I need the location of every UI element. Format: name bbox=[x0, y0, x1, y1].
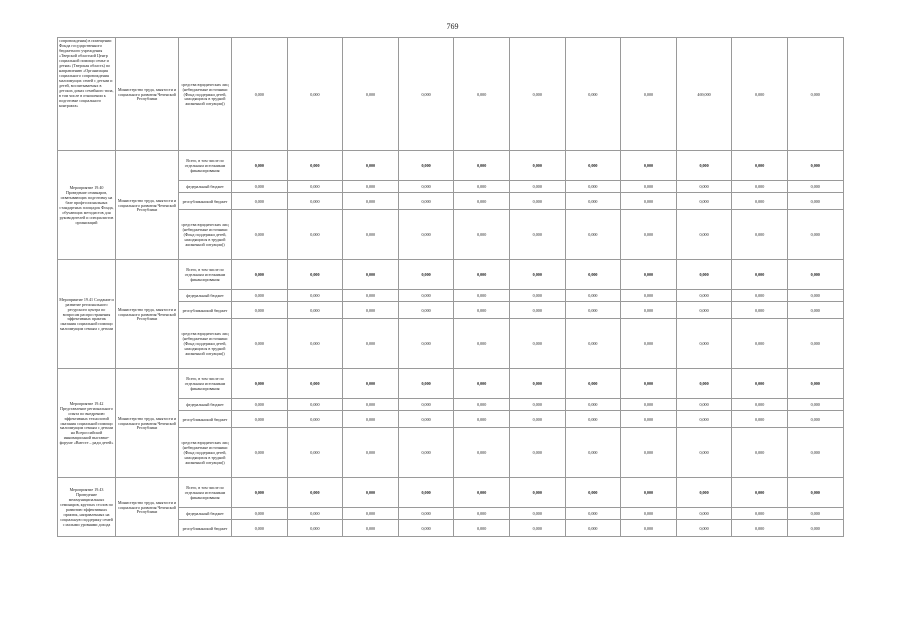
amount-cell: 0,000 bbox=[676, 520, 732, 537]
amount-cell: 0,000 bbox=[621, 520, 677, 537]
amount-cell: 0,000 bbox=[454, 369, 510, 399]
amount-cell: 0,000 bbox=[232, 520, 288, 537]
amount-cell: 0,000 bbox=[232, 508, 288, 520]
table-row bbox=[58, 38, 844, 151]
amount-cell: 0,000 bbox=[565, 428, 621, 478]
amount-cell: 0,000 bbox=[676, 319, 732, 369]
amount-cell: 0,000 bbox=[565, 302, 621, 319]
amount-cell: 0,000 bbox=[287, 520, 343, 537]
amount-cell: 0,000 bbox=[398, 181, 454, 193]
funding-source: республиканский бюджет bbox=[179, 193, 232, 210]
funding-source: республиканский бюджет bbox=[179, 520, 232, 537]
amount-cell: 0,000 bbox=[732, 399, 788, 411]
amount-cell: 0,000 bbox=[454, 151, 510, 181]
executor-cell: Министерство труда, занятости и социального развития Чеченской Республики bbox=[116, 38, 179, 151]
amount-cell: 0,000 bbox=[398, 319, 454, 369]
amount-cell: 0,000 bbox=[232, 369, 288, 399]
amount-cell: 0,000 bbox=[676, 151, 732, 181]
amount-cell: 0,000 bbox=[621, 290, 677, 302]
amount-cell: 0,000 bbox=[787, 369, 843, 399]
amount-cell: 0,000 bbox=[343, 193, 399, 210]
amount-cell: 0,000 bbox=[232, 319, 288, 369]
amount-cell: 0,000 bbox=[509, 369, 565, 399]
amount-cell: 0,000 bbox=[343, 399, 399, 411]
amount-cell: 0,000 bbox=[565, 210, 621, 260]
funding-source: средства юридических лиц (небюджетные источники (Фонд поддержки детей, находящихся в трудной жизненной ситуации)) bbox=[179, 210, 232, 260]
executor-cell: Министерство труда, занятости и социального развития Чеченской Республики bbox=[116, 260, 179, 369]
table-row bbox=[58, 151, 844, 181]
amount-cell: 0,000 bbox=[398, 210, 454, 260]
table-row bbox=[58, 478, 844, 508]
amount-cell: 0,000 bbox=[287, 478, 343, 508]
amount-cell: 0,000 bbox=[621, 319, 677, 369]
amount-cell: 0,000 bbox=[787, 193, 843, 210]
amount-cell: 0,000 bbox=[232, 151, 288, 181]
amount-cell: 0,000 bbox=[621, 411, 677, 428]
amount-cell: 0,000 bbox=[732, 210, 788, 260]
amount-cell: 0,000 bbox=[621, 260, 677, 290]
table-row bbox=[58, 260, 844, 290]
page-number: 769 bbox=[446, 22, 459, 31]
amount-cell: 0,000 bbox=[787, 302, 843, 319]
amount-cell: 0,000 bbox=[398, 428, 454, 478]
amount-cell: 0,000 bbox=[732, 290, 788, 302]
amount-cell: 0,000 bbox=[787, 38, 843, 151]
budget-table bbox=[57, 37, 844, 537]
amount-cell: 0,000 bbox=[343, 369, 399, 399]
funding-source: Всего, в том числе по отдельным источникам финансирования bbox=[179, 369, 232, 399]
amount-cell: 0,000 bbox=[454, 260, 510, 290]
amount-cell: 0,000 bbox=[287, 181, 343, 193]
amount-cell: 0,000 bbox=[621, 302, 677, 319]
amount-cell: 0,000 bbox=[787, 411, 843, 428]
amount-cell: 0,000 bbox=[287, 428, 343, 478]
amount-cell: 0,000 bbox=[676, 302, 732, 319]
amount-cell: 0,000 bbox=[287, 508, 343, 520]
amount-cell: 0,000 bbox=[398, 411, 454, 428]
amount-cell: 0,000 bbox=[509, 260, 565, 290]
amount-cell: 0,000 bbox=[232, 411, 288, 428]
amount-cell: 0,000 bbox=[509, 411, 565, 428]
amount-cell: 0,000 bbox=[343, 181, 399, 193]
amount-cell: 0,000 bbox=[509, 428, 565, 478]
amount-cell: 0,000 bbox=[454, 520, 510, 537]
amount-cell: 0,000 bbox=[732, 520, 788, 537]
amount-cell: 0,000 bbox=[232, 399, 288, 411]
funding-source: средства юридических лиц (небюджетные источники (Фонд поддержки детей, находящихся в трудной жизненной ситуации)) bbox=[179, 319, 232, 369]
amount-cell: 0,000 bbox=[398, 508, 454, 520]
amount-cell: 0,000 bbox=[454, 193, 510, 210]
measure-name: сопровождения) в помещении Фонда государственного бюджетного учреждения «Тверской областной Центр социальной помощи семье и детям» (Тверская область) по направлению «Организация социального сопровождения малоимущих семей с детьми и детей, воспитываемых в детских домах семейного типа, в том числе в отношении к подготовке социального контракта» bbox=[58, 38, 116, 151]
amount-cell: 0,000 bbox=[565, 508, 621, 520]
amount-cell: 0,000 bbox=[732, 369, 788, 399]
amount-cell: 0,000 bbox=[565, 399, 621, 411]
amount-cell: 0,000 bbox=[454, 181, 510, 193]
amount-cell: 0,000 bbox=[787, 260, 843, 290]
funding-source: федеральный бюджет bbox=[179, 508, 232, 520]
amount-cell: 0,000 bbox=[732, 38, 788, 151]
amount-cell: 0,000 bbox=[454, 508, 510, 520]
executor-cell: Министерство труда, занятости и социального развития Чеченской Республики bbox=[116, 478, 179, 537]
funding-source: Всего, в том числе по отдельным источникам финансирования bbox=[179, 151, 232, 181]
amount-cell: 0,000 bbox=[509, 181, 565, 193]
amount-cell: 0,000 bbox=[732, 181, 788, 193]
amount-cell: 0,000 bbox=[343, 290, 399, 302]
amount-cell: 0,000 bbox=[676, 290, 732, 302]
amount-cell: 0,000 bbox=[565, 411, 621, 428]
amount-cell: 0,000 bbox=[732, 319, 788, 369]
amount-cell: 0,000 bbox=[676, 508, 732, 520]
amount-cell: 469,000 bbox=[676, 38, 732, 151]
amount-cell: 0,000 bbox=[509, 38, 565, 151]
amount-cell: 0,000 bbox=[454, 290, 510, 302]
amount-cell: 0,000 bbox=[232, 260, 288, 290]
amount-cell: 0,000 bbox=[565, 260, 621, 290]
amount-cell: 0,000 bbox=[676, 369, 732, 399]
amount-cell: 0,000 bbox=[343, 411, 399, 428]
amount-cell: 0,000 bbox=[398, 193, 454, 210]
amount-cell: 0,000 bbox=[509, 151, 565, 181]
amount-cell: 0,000 bbox=[454, 38, 510, 151]
amount-cell: 0,000 bbox=[509, 508, 565, 520]
amount-cell: 0,000 bbox=[287, 411, 343, 428]
amount-cell: 0,000 bbox=[787, 520, 843, 537]
amount-cell: 0,000 bbox=[398, 38, 454, 151]
amount-cell: 0,000 bbox=[676, 478, 732, 508]
amount-cell: 0,000 bbox=[732, 193, 788, 210]
amount-cell: 0,000 bbox=[509, 210, 565, 260]
amount-cell: 0,000 bbox=[398, 302, 454, 319]
amount-cell: 0,000 bbox=[287, 369, 343, 399]
amount-cell: 0,000 bbox=[621, 181, 677, 193]
funding-source: Всего, в том числе по отдельным источникам финансирования bbox=[179, 260, 232, 290]
funding-source: федеральный бюджет bbox=[179, 290, 232, 302]
amount-cell: 0,000 bbox=[787, 428, 843, 478]
amount-cell: 0,000 bbox=[621, 478, 677, 508]
funding-source: Всего, в том числе по отдельным источникам финансирования bbox=[179, 478, 232, 508]
amount-cell: 0,000 bbox=[565, 369, 621, 399]
amount-cell: 0,000 bbox=[287, 399, 343, 411]
amount-cell: 0,000 bbox=[287, 38, 343, 151]
budget-table-body bbox=[58, 38, 844, 537]
amount-cell: 0,000 bbox=[787, 478, 843, 508]
amount-cell: 0,000 bbox=[787, 181, 843, 193]
amount-cell: 0,000 bbox=[787, 290, 843, 302]
amount-cell: 0,000 bbox=[732, 411, 788, 428]
amount-cell: 0,000 bbox=[343, 260, 399, 290]
measure-name: Мероприятие 19.43 Проведение межмуниципальных семинаров, круглых столов по развитию эффективных практик, направленных на социальную поддержку семей с малыми уровнями дохода bbox=[58, 478, 116, 537]
amount-cell: 0,000 bbox=[621, 428, 677, 478]
amount-cell: 0,000 bbox=[287, 151, 343, 181]
amount-cell: 0,000 bbox=[287, 290, 343, 302]
amount-cell: 0,000 bbox=[565, 319, 621, 369]
amount-cell: 0,000 bbox=[232, 290, 288, 302]
amount-cell: 0,000 bbox=[787, 399, 843, 411]
amount-cell: 0,000 bbox=[398, 520, 454, 537]
amount-cell: 0,000 bbox=[343, 319, 399, 369]
amount-cell: 0,000 bbox=[398, 369, 454, 399]
amount-cell: 0,000 bbox=[343, 210, 399, 260]
amount-cell: 0,000 bbox=[676, 193, 732, 210]
amount-cell: 0,000 bbox=[676, 399, 732, 411]
executor-cell: Министерство труда, занятости и социального развития Чеченской Республики bbox=[116, 369, 179, 478]
amount-cell: 0,000 bbox=[621, 508, 677, 520]
funding-source: республиканский бюджет bbox=[179, 302, 232, 319]
amount-cell: 0,000 bbox=[343, 508, 399, 520]
amount-cell: 0,000 bbox=[509, 290, 565, 302]
amount-cell: 0,000 bbox=[509, 193, 565, 210]
amount-cell: 0,000 bbox=[454, 411, 510, 428]
amount-cell: 0,000 bbox=[287, 302, 343, 319]
amount-cell: 0,000 bbox=[732, 508, 788, 520]
amount-cell: 0,000 bbox=[787, 508, 843, 520]
amount-cell: 0,000 bbox=[398, 151, 454, 181]
amount-cell: 0,000 bbox=[621, 369, 677, 399]
amount-cell: 0,000 bbox=[343, 151, 399, 181]
amount-cell: 0,000 bbox=[621, 193, 677, 210]
amount-cell: 0,000 bbox=[621, 210, 677, 260]
amount-cell: 0,000 bbox=[509, 478, 565, 508]
amount-cell: 0,000 bbox=[454, 319, 510, 369]
amount-cell: 0,000 bbox=[732, 151, 788, 181]
amount-cell: 0,000 bbox=[232, 428, 288, 478]
funding-source: федеральный бюджет bbox=[179, 399, 232, 411]
amount-cell: 0,000 bbox=[732, 428, 788, 478]
amount-cell: 0,000 bbox=[565, 181, 621, 193]
amount-cell: 0,000 bbox=[343, 478, 399, 508]
amount-cell: 0,000 bbox=[676, 411, 732, 428]
amount-cell: 0,000 bbox=[232, 38, 288, 151]
amount-cell: 0,000 bbox=[287, 210, 343, 260]
amount-cell: 0,000 bbox=[343, 520, 399, 537]
amount-cell: 0,000 bbox=[398, 260, 454, 290]
amount-cell: 0,000 bbox=[676, 260, 732, 290]
measure-name: Мероприятие 19.42 Представление регионального опыта по внедрению эффективных технологий оказания социальной помощи малоимущим семьям с детьми на Всероссийской инновационной выставке-форуме «Вместе – ради детей» bbox=[58, 369, 116, 478]
amount-cell: 0,000 bbox=[454, 478, 510, 508]
amount-cell: 0,000 bbox=[398, 478, 454, 508]
amount-cell: 0,000 bbox=[232, 193, 288, 210]
funding-source: средства юридических лиц (небюджетные источники (Фонд поддержки детей, находящихся в трудной жизненной ситуации)) bbox=[179, 428, 232, 478]
amount-cell: 0,000 bbox=[621, 38, 677, 151]
measure-name: Мероприятие 19.40 Проведение семинаров, охватывающих подготовку на базе профессиональных стандартных площадок Фонда, обучающих методистов для руководителей и специалистов организаций bbox=[58, 151, 116, 260]
amount-cell: 0,000 bbox=[787, 210, 843, 260]
amount-cell: 0,000 bbox=[732, 260, 788, 290]
amount-cell: 0,000 bbox=[232, 478, 288, 508]
amount-cell: 0,000 bbox=[732, 302, 788, 319]
executor-cell: Министерство труда, занятости и социального развития Чеченской Республики bbox=[116, 151, 179, 260]
funding-source: республиканский бюджет bbox=[179, 411, 232, 428]
amount-cell: 0,000 bbox=[454, 428, 510, 478]
amount-cell: 0,000 bbox=[454, 399, 510, 411]
amount-cell: 0,000 bbox=[343, 302, 399, 319]
amount-cell: 0,000 bbox=[565, 290, 621, 302]
amount-cell: 0,000 bbox=[454, 210, 510, 260]
amount-cell: 0,000 bbox=[565, 193, 621, 210]
amount-cell: 0,000 bbox=[232, 181, 288, 193]
amount-cell: 0,000 bbox=[343, 428, 399, 478]
amount-cell: 0,000 bbox=[398, 399, 454, 411]
amount-cell: 0,000 bbox=[509, 319, 565, 369]
amount-cell: 0,000 bbox=[787, 151, 843, 181]
amount-cell: 0,000 bbox=[621, 399, 677, 411]
amount-cell: 0,000 bbox=[732, 478, 788, 508]
funding-source: федеральный бюджет bbox=[179, 181, 232, 193]
amount-cell: 0,000 bbox=[565, 520, 621, 537]
amount-cell: 0,000 bbox=[621, 151, 677, 181]
amount-cell: 0,000 bbox=[676, 428, 732, 478]
amount-cell: 0,000 bbox=[343, 38, 399, 151]
amount-cell: 0,000 bbox=[509, 399, 565, 411]
table-row bbox=[58, 369, 844, 399]
amount-cell: 0,000 bbox=[287, 193, 343, 210]
amount-cell: 0,000 bbox=[398, 290, 454, 302]
amount-cell: 0,000 bbox=[232, 302, 288, 319]
funding-source: средства юридических лиц (небюджетные источники (Фонд поддержки детей, находящихся в трудной жизненной ситуации)) bbox=[179, 38, 232, 151]
amount-cell: 0,000 bbox=[676, 210, 732, 260]
amount-cell: 0,000 bbox=[454, 302, 510, 319]
amount-cell: 0,000 bbox=[509, 520, 565, 537]
amount-cell: 0,000 bbox=[676, 181, 732, 193]
amount-cell: 0,000 bbox=[287, 319, 343, 369]
amount-cell: 0,000 bbox=[565, 38, 621, 151]
measure-name: Мероприятие 19.41 Создание и развитие регионального ресурсного центра по вопросам распространения эффективных практик оказания социальной помощи малоимущим семьям с детьми bbox=[58, 260, 116, 369]
amount-cell: 0,000 bbox=[565, 151, 621, 181]
amount-cell: 0,000 bbox=[787, 319, 843, 369]
amount-cell: 0,000 bbox=[565, 478, 621, 508]
amount-cell: 0,000 bbox=[509, 302, 565, 319]
amount-cell: 0,000 bbox=[232, 210, 288, 260]
amount-cell: 0,000 bbox=[287, 260, 343, 290]
